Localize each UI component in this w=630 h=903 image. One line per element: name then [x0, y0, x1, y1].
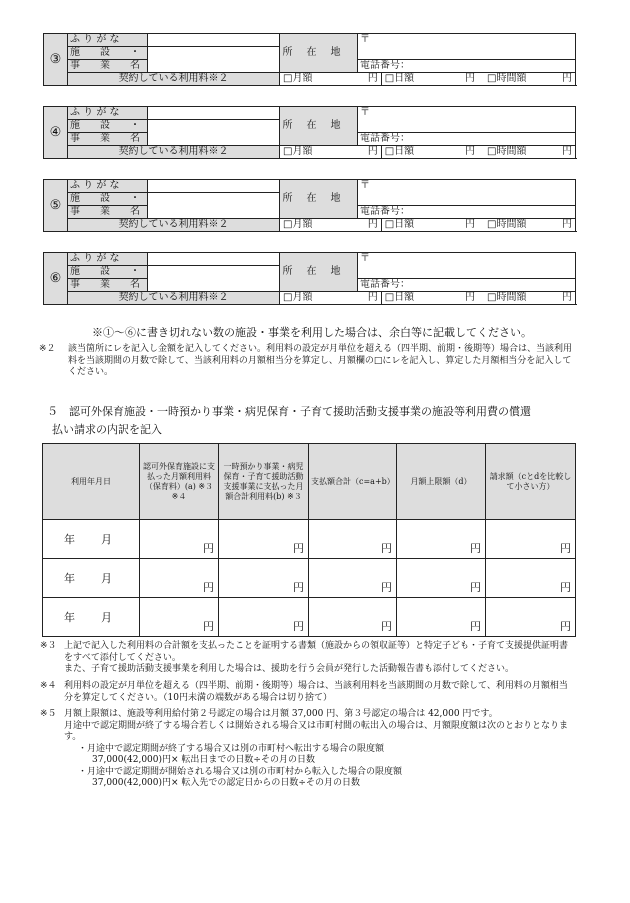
unlicensed-fee-cell[interactable]: 円: [140, 520, 219, 559]
monthly-cap-cell[interactable]: 円: [397, 598, 486, 637]
monthly-checkbox[interactable]: □月額: [283, 219, 313, 230]
hourly-fee-cell[interactable]: □時間額 円: [487, 73, 572, 84]
hourly-checkbox[interactable]: □時間額: [487, 73, 527, 84]
overflow-note: ※①～⑥に書き切れない数の施設・事業を利用した場合は、余白等に記載してください。: [92, 326, 532, 339]
phone-field[interactable]: [358, 206, 576, 219]
monthly-fee-cell[interactable]: □月額 円: [280, 292, 382, 304]
furigana-input[interactable]: [148, 253, 280, 266]
note-5: [42, 709, 576, 790]
facility-name-input[interactable]: [148, 266, 280, 292]
monthly-fee-cell[interactable]: □月額 円: [280, 219, 382, 231]
postal-field[interactable]: [358, 180, 576, 206]
note-5-mark: ※５: [40, 709, 57, 719]
unlicensed-fee-cell[interactable]: 円: [140, 559, 219, 598]
location-label: 所在地: [280, 34, 358, 73]
phone-label: 電話番号：: [360, 206, 410, 217]
fee-row: [280, 219, 576, 232]
daily-fee-cell[interactable]: □日額 円: [384, 292, 476, 303]
facility-name-label-2: 事 業 名: [68, 206, 148, 219]
location-label: 所在地: [280, 180, 358, 219]
facility-table: [43, 252, 576, 305]
header-monthly-cap: 月額上限額（d）: [397, 444, 486, 520]
total-paid-cell[interactable]: 円: [309, 559, 397, 598]
furigana-input[interactable]: [148, 34, 280, 47]
monthly-fee-cell[interactable]: □月額 円: [280, 146, 382, 158]
phone-label: 電話番号：: [360, 279, 410, 290]
monthly-checkbox[interactable]: □月額: [283, 146, 313, 157]
note-5-formula1: 37,000(42,000)円× 転出日までの日数÷その月の日数: [92, 755, 315, 765]
hourly-checkbox[interactable]: □時間額: [487, 292, 527, 303]
header-temporary-fee: 一時預かり事業・病児保育・子育て援助活動支援事業に支払った月額合計利用料(b) ※３: [219, 444, 309, 520]
claim-amount-cell[interactable]: 円: [486, 520, 576, 559]
header-unlicensed-fee: 認可外保育施設に支払った月額利用料（保育料）(a) ※３ ※４: [140, 444, 219, 520]
facility-name-label-1: 施 設 ・: [68, 193, 148, 206]
daily-checkbox[interactable]: □日額: [384, 146, 415, 157]
section-5-title-line1: ５ 認可外保育施設・一時預かり事業・病児保育・子育て援助活動支援事業の施設等利用費の償還: [47, 405, 531, 418]
usage-month-cell[interactable]: 年 月: [43, 520, 140, 559]
postal-mark: 〒: [360, 107, 370, 118]
facility-number: ③: [44, 34, 68, 86]
facility-name-label-1: 施 設 ・: [68, 120, 148, 133]
daily-fee-cell[interactable]: □日額 円: [384, 73, 476, 84]
breakdown-row: [43, 598, 576, 637]
usage-month-cell[interactable]: 年 月: [43, 598, 140, 637]
note-3: [42, 641, 576, 676]
section-5-title-line2: 払い請求の内訳を記入: [52, 423, 162, 436]
note-5-text2: 月途中で認定期間が終了する場合若しくは開始される場合又は市町村間の転出入の場合は、月額限度額は次のとおりとなります。: [64, 720, 569, 742]
facility-name-input[interactable]: [148, 193, 280, 219]
facility-name-label-2: 事 業 名: [68, 60, 148, 73]
total-paid-cell[interactable]: 円: [309, 520, 397, 559]
furigana-label: ふ り が な: [68, 34, 148, 47]
facility-table: [43, 179, 576, 232]
header-usage-month: 利用年月日: [43, 444, 140, 520]
location-label: 所在地: [280, 107, 358, 146]
hourly-checkbox[interactable]: □時間額: [487, 219, 527, 230]
note-5-bullet1: ・月途中で認定期間が終了する場合又は別の市町村へ転出する場合の限度額: [78, 743, 385, 754]
fee-row: [280, 73, 576, 86]
contract-fee-label: 契約している利用料※２: [68, 146, 280, 159]
daily-fee-cell[interactable]: □日額 円: [384, 219, 476, 230]
monthly-fee-cell[interactable]: □月額 円: [280, 73, 382, 85]
phone-label: 電話番号：: [360, 133, 410, 144]
facility-name-label-1: 施 設 ・: [68, 266, 148, 279]
facility-name-label-2: 事 業 名: [68, 279, 148, 292]
note-2-text: 該当箇所にレを記入し金額を記入してください。利用料の設定が月単位を超える（四半期、前期・後期等）場合は、当該利用料を当該期間の月数で除して、当該利用料の月額相当分を算定し、月額欄の□にレを記入し、算定した月額相当分を記入してください。: [68, 344, 573, 377]
phone-label: 電話番号：: [360, 60, 410, 71]
hourly-fee-cell[interactable]: □時間額 円: [487, 292, 572, 303]
hourly-fee-cell[interactable]: □時間額 円: [487, 146, 572, 157]
location-label: 所在地: [280, 253, 358, 292]
fee-row: [280, 292, 576, 305]
contract-fee-label: 契約している利用料※２: [68, 73, 280, 86]
note-5-text: 月額上限額は、施設等利用給付第２号認定の場合は月額 37,000 円、第３号認定の場合は 42,000 円です。: [64, 709, 498, 719]
furigana-input[interactable]: [148, 107, 280, 120]
temporary-fee-cell[interactable]: 円: [219, 598, 309, 637]
furigana-label: ふ り が な: [68, 107, 148, 120]
daily-checkbox[interactable]: □日額: [384, 219, 415, 230]
note-4-text: 利用料の設定が月単位を超える（四半期、前期・後期等）場合は、当該利用料を当該期間の月数で除して、利用料の月額相当分を算定してください。（10円未満の端数がある場合は切り捨て）: [64, 681, 568, 703]
note-4: [42, 681, 576, 704]
daily-fee-cell[interactable]: □日額 円: [384, 146, 476, 157]
note-5-bullet2: ・月途中で認定期間が開始される場合又は別の市町村から転入した場合の限度額: [78, 766, 403, 777]
postal-mark: 〒: [360, 180, 370, 191]
facility-number: ⑤: [44, 180, 68, 232]
header-total-paid: 支払額合計（c=a+b）: [309, 444, 397, 520]
monthly-cap-cell[interactable]: 円: [397, 559, 486, 598]
note-2-mark: ※２: [39, 344, 56, 354]
contract-fee-label: 契約している利用料※２: [68, 219, 280, 232]
monthly-checkbox[interactable]: □月額: [283, 73, 313, 84]
note-5-formula2: 37,000(42,000)円× 転入先での認定日からの日数÷その月の日数: [92, 778, 360, 788]
note-3-text: 上記で記入した利用料の合計額を支払ったことを証明する書類（施設からの領収証等）と特定子ども・子育て支援提供証明書をすべて添付してください。: [64, 641, 569, 663]
unlicensed-fee-cell[interactable]: 円: [140, 598, 219, 637]
facility-name-label-2: 事 業 名: [68, 133, 148, 146]
postal-mark: 〒: [360, 34, 370, 45]
facility-number: ④: [44, 107, 68, 159]
temporary-fee-cell[interactable]: 円: [219, 559, 309, 598]
breakdown-table: [42, 443, 576, 637]
furigana-input[interactable]: [148, 180, 280, 193]
facility-name-input[interactable]: [148, 47, 280, 73]
total-paid-cell[interactable]: 円: [309, 598, 397, 637]
facility-name-label-1: 施 設 ・: [68, 47, 148, 60]
daily-checkbox[interactable]: □日額: [384, 73, 415, 84]
daily-checkbox[interactable]: □日額: [384, 292, 415, 303]
postal-field[interactable]: [358, 253, 576, 279]
claim-amount-cell[interactable]: 円: [486, 559, 576, 598]
breakdown-row: [43, 520, 576, 559]
note-3-mark: ※３: [40, 641, 57, 651]
note-2: [39, 344, 576, 379]
contract-fee-label: 契約している利用料※２: [68, 292, 280, 305]
hourly-checkbox[interactable]: □時間額: [487, 146, 527, 157]
phone-field[interactable]: [358, 279, 576, 292]
note-3-text2: また、子育て援助活動支援事業を利用した場合は、援助を行う会員が発行した活動報告書も添付してください。: [64, 664, 515, 674]
postal-field[interactable]: [358, 34, 576, 60]
postal-field[interactable]: [358, 107, 576, 133]
usage-month-cell[interactable]: 年 月: [43, 559, 140, 598]
claim-amount-cell[interactable]: 円: [486, 598, 576, 637]
temporary-fee-cell[interactable]: 円: [219, 520, 309, 559]
note-4-mark: ※４: [40, 681, 57, 691]
monthly-checkbox[interactable]: □月額: [283, 292, 313, 303]
furigana-label: ふ り が な: [68, 180, 148, 193]
furigana-label: ふ り が な: [68, 253, 148, 266]
facility-name-input[interactable]: [148, 120, 280, 146]
postal-mark: 〒: [360, 253, 370, 264]
hourly-fee-cell[interactable]: □時間額 円: [487, 219, 572, 230]
facility-table: [43, 106, 576, 159]
facility-number: ⑥: [44, 253, 68, 305]
phone-field[interactable]: [358, 133, 576, 146]
header-claim-amount: 請求額（cとdを比較して小さい方）: [486, 444, 576, 520]
facility-table: [43, 33, 576, 86]
phone-field[interactable]: [358, 60, 576, 73]
monthly-cap-cell[interactable]: 円: [397, 520, 486, 559]
breakdown-row: [43, 559, 576, 598]
fee-row: [280, 146, 576, 159]
